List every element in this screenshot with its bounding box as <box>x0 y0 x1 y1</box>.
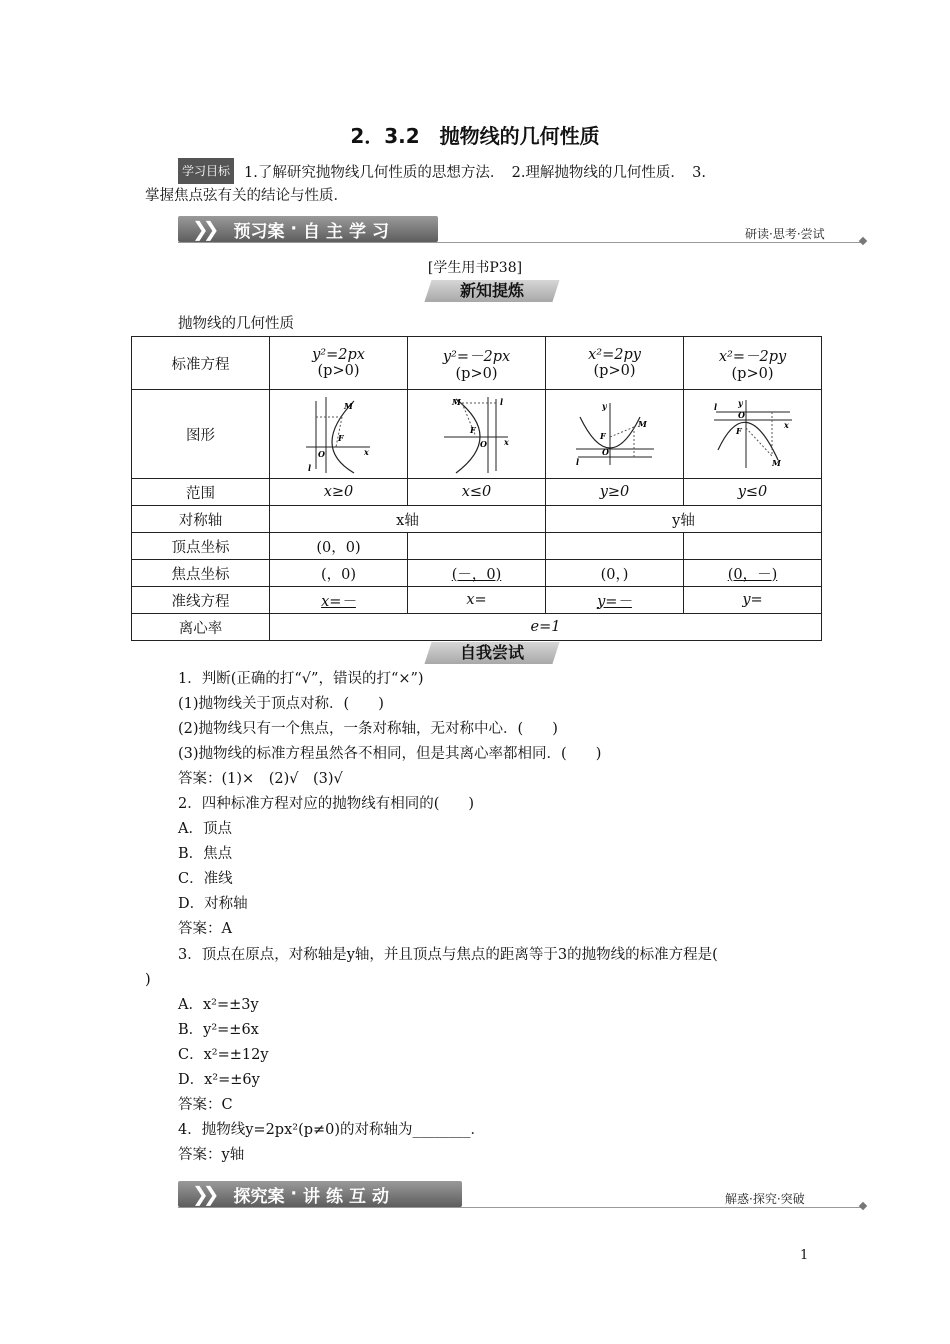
table-row <box>132 560 822 587</box>
row-label: 对称轴 <box>132 506 270 533</box>
row-label: 范围 <box>132 479 270 506</box>
label-l: l <box>499 397 503 407</box>
row-label: 准线方程 <box>132 587 270 614</box>
label-f: F <box>469 425 476 435</box>
question-2: 2．四种标准方程对应的抛物线有相同的( ) <box>178 796 475 812</box>
objectives-line-2: 掌握焦点弦有关的结论与性质． <box>145 188 348 204</box>
table-row <box>132 337 822 390</box>
label-o: O <box>601 447 609 457</box>
self-try-banner <box>428 642 556 664</box>
axis-cell: y轴 <box>546 506 822 533</box>
page-title: 2．3.2 抛物线的几何性质 <box>350 124 600 148</box>
range-cell: x≥0 <box>270 479 408 506</box>
eq-cell <box>408 337 546 390</box>
directrix-cell: x= <box>408 587 546 614</box>
label-m: M <box>637 419 647 429</box>
row-label: 焦点坐标 <box>132 560 270 587</box>
page-number: 1 <box>800 1248 809 1263</box>
focus-cell: (0，) <box>546 560 684 587</box>
explore-rule <box>178 1207 863 1208</box>
label-o: O <box>737 410 745 420</box>
axis-cell: x轴 <box>270 506 546 533</box>
eccentricity-cell: e=1 <box>270 614 822 641</box>
question-2-a: A．顶点 <box>178 821 232 837</box>
table-row <box>132 614 822 641</box>
question-1: 1．判断(正确的打“√”，错误的打“×”) <box>178 671 424 687</box>
vertex-cell <box>546 533 684 560</box>
question-3: 3．顶点在原点，对称轴是y轴，并且顶点与焦点的距离等于3的抛物线的标准方程是( <box>178 947 718 963</box>
eq-cell <box>684 337 822 390</box>
parabola-right-graph <box>304 393 374 475</box>
question-1-1: (1)抛物线关于顶点对称．( ) <box>178 696 384 712</box>
eq-cell <box>270 337 408 390</box>
explore-tagline: 解惑·探究·突破 <box>725 1192 805 1206</box>
range-cell: y≥0 <box>546 479 684 506</box>
range-cell: x≤0 <box>408 479 546 506</box>
objectives-line-1: 1.了解研究抛物线几何性质的思想方法． 2.理解抛物线的几何性质． 3. <box>244 165 707 181</box>
objectives-badge: 学习目标 <box>178 158 234 184</box>
graph-cell <box>270 390 408 479</box>
label-x: x <box>783 420 789 430</box>
question-3-c: C．x²=±12y <box>178 1047 269 1063</box>
label-l: l <box>575 457 579 467</box>
diamond-icon <box>859 237 867 245</box>
label-o: O <box>479 439 487 449</box>
vertex-cell: (0，0) <box>270 533 408 560</box>
table-row <box>132 506 822 533</box>
question-2-d: D．对称轴 <box>178 896 248 912</box>
label-m: M <box>343 401 353 411</box>
row-label: 顶点坐标 <box>132 533 270 560</box>
graph-cell <box>684 390 822 479</box>
focus-cell: (0，－) <box>684 560 822 587</box>
answer-2: 答案：A <box>178 921 232 937</box>
focus-cell: (－，0) <box>408 560 546 587</box>
question-1-3: (3)抛物线的标准方程虽然各不相同，但是其离心率都相同．( ) <box>178 746 602 762</box>
label-y: y <box>737 398 743 408</box>
condition: (p>0) <box>317 363 360 379</box>
preview-banner-left: 预习案 <box>233 221 285 242</box>
new-knowledge-label: 新知提炼 <box>459 281 524 300</box>
condition: (p>0) <box>455 365 498 382</box>
table-row <box>132 479 822 506</box>
properties-table <box>131 336 822 641</box>
explore-banner: ❯❯ 探究案 · 讲练互动 <box>178 1181 462 1207</box>
vertex-cell <box>408 533 546 560</box>
question-2-b: B．焦点 <box>178 846 233 862</box>
preview-banner: ❯❯ 预习案 · 自主学习 <box>178 216 438 242</box>
equation: y²=－2px <box>442 348 511 365</box>
condition: (p>0) <box>593 363 636 379</box>
eq-cell <box>546 337 684 390</box>
focus-cell: (，0) <box>270 560 408 587</box>
objectives <box>178 158 818 185</box>
answer-3: 答案：C <box>178 1097 233 1113</box>
answer-1: 答案：(1)× (2)√ (3)√ <box>178 771 343 787</box>
self-try-label: 自我尝试 <box>459 643 524 662</box>
directrix-cell: x=－ <box>270 587 408 614</box>
preview-tagline: 研读·思考·尝试 <box>745 227 825 241</box>
chevron-icon: ❯❯ <box>192 1182 214 1206</box>
label-m: M <box>771 458 781 468</box>
explore-banner-right: 讲练互动 <box>302 1186 395 1207</box>
question-3-cont: ) <box>145 972 151 988</box>
explore-banner-left: 探究案 <box>233 1186 285 1207</box>
label-o: O <box>317 449 325 459</box>
equation: x²=2py <box>588 347 641 363</box>
question-2-c: C．准线 <box>178 871 233 887</box>
graph-cell <box>546 390 684 479</box>
equation: y²=2px <box>312 347 365 363</box>
answer-4: 答案：y轴 <box>178 1147 245 1163</box>
label-f: F <box>599 431 606 441</box>
graph-cell <box>408 390 546 479</box>
parabola-up-graph <box>574 399 656 469</box>
directrix-cell: y=－ <box>546 587 684 614</box>
diamond-icon <box>859 1202 867 1210</box>
directrix-cell: y= <box>684 587 822 614</box>
question-4: 4．抛物线y=2px²(p≠0)的对称轴为________． <box>178 1122 486 1138</box>
label-l: l <box>307 463 311 473</box>
label-f: F <box>337 433 344 443</box>
vertex-cell <box>684 533 822 560</box>
label-l: l <box>713 402 717 412</box>
table-row <box>132 533 822 560</box>
new-knowledge-banner <box>428 280 556 302</box>
page-reference: [学生用书P38] <box>427 260 523 276</box>
question-3-a: A．x²=±3y <box>178 997 259 1013</box>
chevron-icon: ❯❯ <box>192 217 214 241</box>
label-x: x <box>363 447 369 457</box>
label-m: M <box>451 397 461 407</box>
parabola-down-graph <box>712 398 794 470</box>
condition: (p>0) <box>731 365 774 382</box>
row-label: 标准方程 <box>132 337 270 390</box>
preview-rule <box>178 242 863 243</box>
table-caption: 抛物线的几何性质 <box>178 316 294 332</box>
equation: x²=－2py <box>718 348 787 365</box>
question-3-d: D．x²=±6y <box>178 1072 260 1088</box>
range-cell: y≤0 <box>684 479 822 506</box>
table-row <box>132 587 822 614</box>
question-3-b: B．y²=±6x <box>178 1022 259 1038</box>
label-f: F <box>735 426 742 436</box>
label-y: y <box>601 401 607 411</box>
row-label: 离心率 <box>132 614 270 641</box>
preview-banner-right: 自主学习 <box>302 221 395 242</box>
table-row <box>132 390 822 479</box>
question-1-2: (2)抛物线只有一个焦点，一条对称轴，无对称中心．( ) <box>178 721 558 737</box>
parabola-left-graph <box>442 393 512 475</box>
label-x: x <box>503 437 509 447</box>
row-label: 图形 <box>132 390 270 479</box>
